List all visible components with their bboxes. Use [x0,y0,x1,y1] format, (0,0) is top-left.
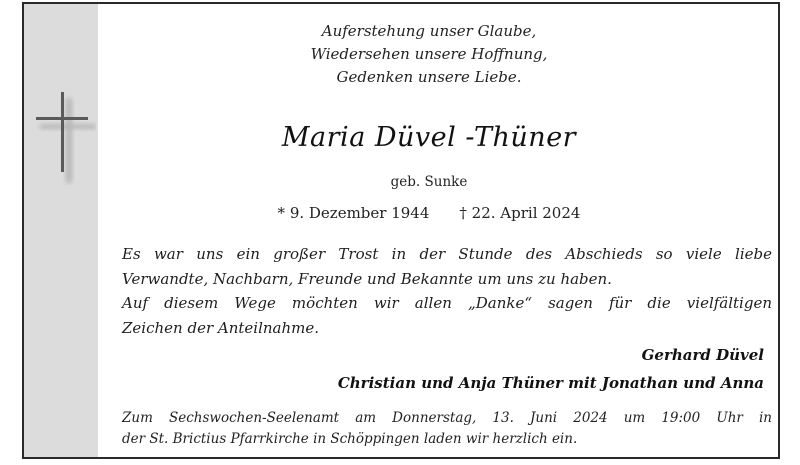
notice-line: Zum Sechswochen-Seelenamt am Donnerstag, 13. Juni 2024 um 19:00 Uhr in [122,410,772,426]
signature-family: Christian und Anja Thüner mit Jonathan und Anna [337,374,764,392]
life-dates [224,204,634,222]
mass-notice [122,408,772,450]
thank-you-message [122,242,772,340]
notice-line: der St. Brictius Pfarrkirche in Schöppingen laden wir herzlich ein. [122,431,578,447]
death-date: † 22. April 2024 [459,204,581,222]
message-line: Auf diesem Wege möchten wir allen „Danke“ sagen für die vielfältigen [122,294,772,312]
maiden-name: geb. Sunke [390,174,468,190]
message-line: Zeichen der Anteilnahme. [122,318,320,337]
message-line: Verwandte, Nachbarn, Freunde und Bekannte um uns zu haben. [122,269,612,288]
deceased-name: Maria Düvel -Thüner [281,122,577,153]
obituary-card [22,2,780,459]
side-strip [24,4,98,457]
message-line: Es war uns ein großer Trost in der Stunde des Abschieds so viele liebe [122,245,772,263]
motto-line: Gedenken unsere Liebe. [336,68,522,86]
motto-line: Auferstehung unser Glaube, [321,22,537,40]
signature-primary: Gerhard Düvel [641,346,764,364]
birth-date: * 9. Dezember 1944 [277,204,430,222]
motto-line: Wiedersehen unsere Hoffnung, [310,45,548,63]
cross-icon [36,90,96,185]
motto [224,20,634,89]
